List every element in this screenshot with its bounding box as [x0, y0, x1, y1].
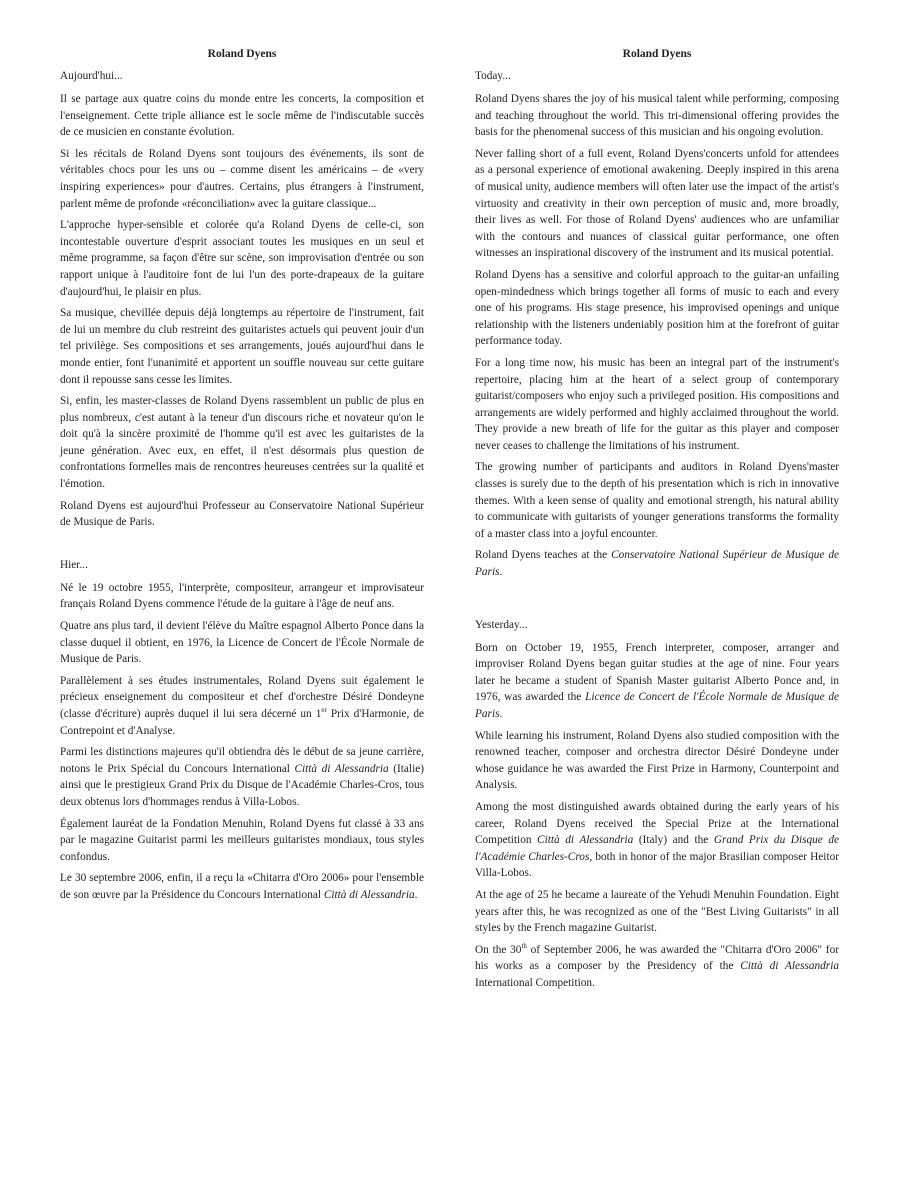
paragraph: Roland Dyens est aujourd'hui Professeur au Conservatoire National Supérieur de Musique de Paris. [60, 499, 424, 529]
paragraph: Parmi les distinctions majeures qu'il obtiendra dès le début de sa jeune carrière, notons le Prix Spécial du Concours International Città di Alessandria (Italie) ainsi que le prestigieux Grand Prix du Disque de l'Académie Charles-Cros, tous deux obtenus lors d'hommages rendus à Villa-Lobos. [60, 746, 424, 808]
english-yesterday-label: Yesterday... [475, 618, 528, 631]
french-yesterday-label: Hier... [60, 558, 88, 571]
french-column [60, 46, 424, 909]
paragraph: For a long time now, his music has been an integral part of the instrument's repertoire, placing him at the heart of a select group of contemporary guitarist/composers who enjoy such a privileged position. His compositions and arrangements are widely performed and highly acclaimed throughout the world. They provide a new breath of life for the guitar as this player and composer never ceases to challenge the limitations of his instrument. [475, 356, 839, 452]
paragraph: Sa musique, chevillée depuis déjà longtemps au répertoire de l'instrument, fait de lui un membre du club restreint des guitaristes actuels qui peuvent jouir d'un tel privilège. Ses compositions et ses arrangements, joués aujourd'hui dans le monde entier, font l'unanimité et apportent un souffle nouveau sur cette guitare dont il repousse sans cesse les limites. [60, 307, 424, 386]
english-column [475, 46, 839, 997]
paragraph: Le 30 septembre 2006, enfin, il a reçu la «Chitarra d'Oro 2006» pour l'ensemble de son œuvre par la Présidence du Concours International Città di Alessandria. [60, 872, 424, 901]
paragraph: Également lauréat de la Fondation Menuhin, Roland Dyens fut classé à 33 ans par le magazine Guitarist parmi les meilleurs guitaristes mondiaux, tous styles confondus. [60, 817, 424, 863]
paragraph: Roland Dyens teaches at the Conservatoire National Supérieur de Musique de Paris. [475, 549, 839, 579]
paragraph: While learning his instrument, Roland Dyens also studied composition with the renowned teacher, composer and orchestra director Désiré Dondeyne under whose guidance he was awarded the First Prize in Harmony, Counterpoint and Analysis. [475, 729, 839, 792]
paragraph: Never falling short of a full event, Roland Dyens'concerts unfold for attendees as a personal experience of emotional awakening. Deeply inspired in this arena of musical unity, audience members will often later use the impact of the artist's virtuosity and creativity in their own perception of music and, more broadly, their lives as well. For those of Roland Dyens' audiences who are unfamiliar with the contours and nuances of classical guitar performance, one often witnesses an inspirational discovery of the instrument and its musical potential. [475, 147, 839, 260]
paragraph: Roland Dyens has a sensitive and colorful approach to the guitar-an unfailing open-mindedness which brings together all forms of music to each and every one of his programs. His stage presence, his improvised openings and unique relationship with the listeners undeniably position him at the forefront of guitar performance today. [475, 268, 839, 348]
french-today-label: Aujourd'hui... [60, 70, 123, 82]
paragraph: The growing number of participants and auditors in Roland Dyens'master classes is surely due to the depth of his presentation which is rich in innovative themes. With a keen sense of quality and emotional strength, his natural ability to communicate with guitarists of younger generations transforms the formality of a master class into a joyful encounter. [475, 461, 839, 540]
english-title: Roland Dyens [622, 48, 692, 60]
french-title: Roland Dyens [207, 48, 277, 60]
paragraph: Il se partage aux quatre coins du monde entre les concerts, la composition et l'enseignement. Cette triple alliance est le socle même de l'indiscutable succès de ce musicien en constante évolution. [60, 93, 424, 139]
english-today-label: Today... [475, 70, 511, 82]
paragraph: At the age of 25 he became a laureate of the Yehudi Menuhin Foundation. Eight years after this, he was recognized as one of the "Best Living Guitarists" in all styles by the French magazine Guitarist. [475, 888, 839, 935]
paragraph: Quatre ans plus tard, il devient l'élève du Maître espagnol Alberto Ponce dans la classe duquel il obtient, en 1976, la Licence de Concert de l'École Normale de Musique de Paris. [60, 620, 424, 666]
paragraph: Né le 19 octobre 1955, l'interprète, compositeur, arrangeur et improvisateur français Roland Dyens commence l'étude de la guitare à l'âge de neuf ans. [60, 581, 424, 611]
paragraph: Si, enfin, les master-classes de Roland Dyens rassemblent un public de plus en plus nombreux, c'est autant à la teneur d'un discours riche et novateur qu'on le doit qu'à la sincère proximité de l'homme qu'il est avec les guitaristes de la jeune génération. Avec eux, en effet, il n'est désormais plus question de confrontations formelles mais de rencontres heureuses centrées sur la qualité et l'émotion. [60, 395, 424, 491]
paragraph: Born on October 19, 1955, French interpreter, composer, arranger and improviser Roland Dyens began guitar studies at the age of nine. Four years later he became a student of Spanish Master guitarist Alberto Ponce and, in 1976, was awarded the Licence de Concert de l'École Normale de Musique de Paris. [475, 641, 839, 720]
paragraph: Among the most distinguished awards obtained during the early years of his career, Roland Dyens received the Special Prize at the International Competition Città di Alessandria (Italy) and the Grand Prix du Disque de l'Académie Charles-Cros, both in honor of the major Brasilian composer Heitor Villa-Lobos. [475, 800, 839, 880]
paragraph: L'approche hyper-sensible et colorée qu'a Roland Dyens de celle-ci, son incontestable ouverture d'esprit associant toutes les musiques en un seul et même programme, sa façon d'être sur scène, son improvisation d'entrée ou son rapport unique à l'auditoire font de lui l'un des porte-drapeaux de la guitare d'aujourd'hui, le plaisir en plus. [60, 219, 424, 298]
paragraph: Parallèlement à ses études instrumentales, Roland Dyens suit également le précieux enseignement du compositeur et chef d'orchestre Désiré Dondeyne (classe d'écriture) auprès duquel il lui sera décerné un 1er Prix d'Harmonie, de Contrepoint et d'Analyse. [60, 674, 424, 737]
paragraph: Roland Dyens shares the joy of his musical talent while performing, composing and teaching throughout the world. This tri-dimensional offering provides the basis for the phenomenal success of this musician and his ongoing evolution. [475, 93, 839, 139]
paragraph: Si les récitals de Roland Dyens sont toujours des événements, ils sont de véritables chocs pour les uns ou – comme disent les américains – de «very inspiring experiences» pour d'autres. Certains, plus étrangers à l'instrument, parlent même de profonde «réconciliation» avec la guitare classique... [60, 147, 424, 210]
paragraph: On the 30th of September 2006, he was awarded the "Chitarra d'Oro 2006" for his works as a composer by the Presidency of the Città di Alessandria International Competition. [475, 941, 839, 989]
